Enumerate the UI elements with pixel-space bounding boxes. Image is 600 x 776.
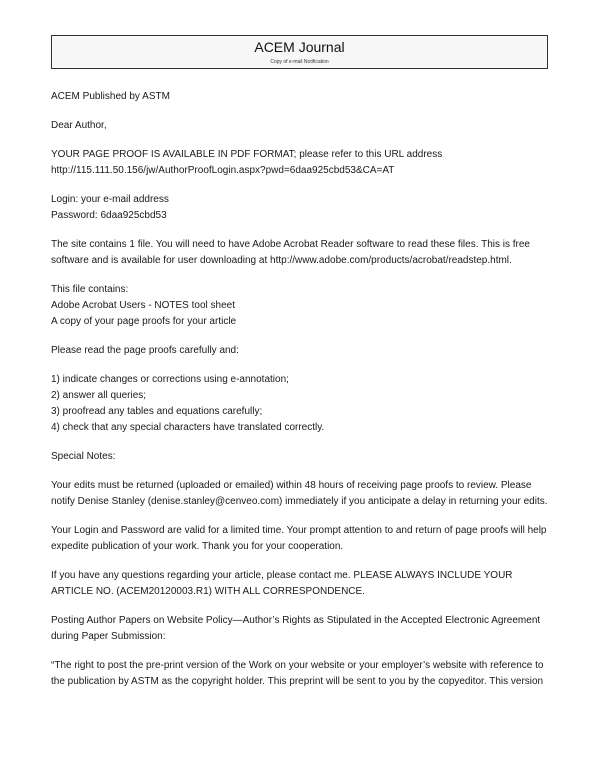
password-text: Password: 6daa925cbd53 xyxy=(51,210,167,221)
policy-quote-line-1: “The right to post the pre-print version of the Work on your website or your employer’s website with reference to xyxy=(51,660,544,671)
edits-notice-line-2: notify Denise Stanley (denise.stanley@cenveo.com) immediately if you anticipate a delay in returning your edits. xyxy=(51,496,548,507)
validity-notice-paragraph xyxy=(51,523,551,555)
instruction-item: 1) indicate changes or corrections using e-annotation; xyxy=(51,374,289,385)
site-info-paragraph xyxy=(51,237,551,269)
instruction-item: 2) answer all queries; xyxy=(51,390,147,401)
journal-header-box xyxy=(51,35,548,69)
publisher-text: ACEM Published by ASTM xyxy=(51,91,170,102)
edits-notice-line-1: Your edits must be returned (uploaded or emailed) within 48 hours of receiving page proofs to review. Please xyxy=(51,480,532,491)
greeting-line xyxy=(51,118,551,134)
edits-notice-paragraph xyxy=(51,478,551,510)
instructions-intro-text: Please read the page proofs carefully and: xyxy=(51,345,239,356)
proof-notice-text: YOUR PAGE PROOF IS AVAILABLE IN PDF FORMAT; please refer to this URL address xyxy=(51,149,443,160)
instructions-intro-paragraph xyxy=(51,343,551,359)
validity-notice-line-1: Your Login and Password are valid for a limited time. Your prompt attention to and return of page proofs will help xyxy=(51,525,547,536)
contact-notice-line-1: If you have any questions regarding your article, please contact me. PLEASE ALWAYS INCLUDE YOUR xyxy=(51,570,513,581)
file-contents-item: A copy of your page proofs for your article xyxy=(51,316,237,327)
file-contents-item: Adobe Acrobat Users - NOTES tool sheet xyxy=(51,300,235,311)
credentials-paragraph xyxy=(51,192,551,224)
validity-notice-line-2: expedite publication of your work. Thank you for your cooperation. xyxy=(51,541,344,552)
publisher-line xyxy=(51,89,551,105)
contact-notice-paragraph xyxy=(51,568,551,600)
policy-heading-line-2: during Paper Submission: xyxy=(51,631,166,642)
file-contents-intro: This file contains: xyxy=(51,284,129,295)
site-info-line-1: The site contains 1 file. You will need to have Adobe Acrobat Reader software to read these files. This is free xyxy=(51,239,530,250)
file-contents-paragraph xyxy=(51,282,551,330)
site-info-line-2: software and is available for user downloading at http://www.adobe.com/products/acrobat/readstep.html. xyxy=(51,255,512,266)
proof-notice-paragraph xyxy=(51,147,551,179)
policy-heading-paragraph xyxy=(51,613,551,645)
instructions-list xyxy=(51,372,551,436)
policy-quote-line-2: the publication by ASTM as the copyright holder. This preprint will be sent to you by the copyeditor. This version xyxy=(51,676,544,687)
policy-heading-line-1: Posting Author Papers on Website Policy—Author’s Rights as Stipulated in the Accepted Electronic Agreement xyxy=(51,615,541,626)
journal-title: ACEM Journal xyxy=(254,39,345,55)
greeting-text: Dear Author, xyxy=(51,120,107,131)
proof-url-text: http://115.111.50.156/jw/AuthorProofLogin.aspx?pwd=6daa925cbd53&CA=AT xyxy=(51,165,395,176)
journal-subtitle: Copy of e-mail Notification xyxy=(270,59,329,65)
special-notes-heading: Special Notes: xyxy=(51,451,116,462)
instruction-item: 3) proofread any tables and equations carefully; xyxy=(51,406,263,417)
policy-quote-paragraph xyxy=(51,658,551,690)
special-notes-heading-paragraph xyxy=(51,449,551,465)
login-text: Login: your e-mail address xyxy=(51,194,169,205)
contact-notice-line-2: ARTICLE NO. (ACEM20120003.R1) WITH ALL CORRESPONDENCE. xyxy=(51,586,365,597)
instruction-item: 4) check that any special characters have translated correctly. xyxy=(51,422,325,433)
email-body xyxy=(51,89,551,703)
